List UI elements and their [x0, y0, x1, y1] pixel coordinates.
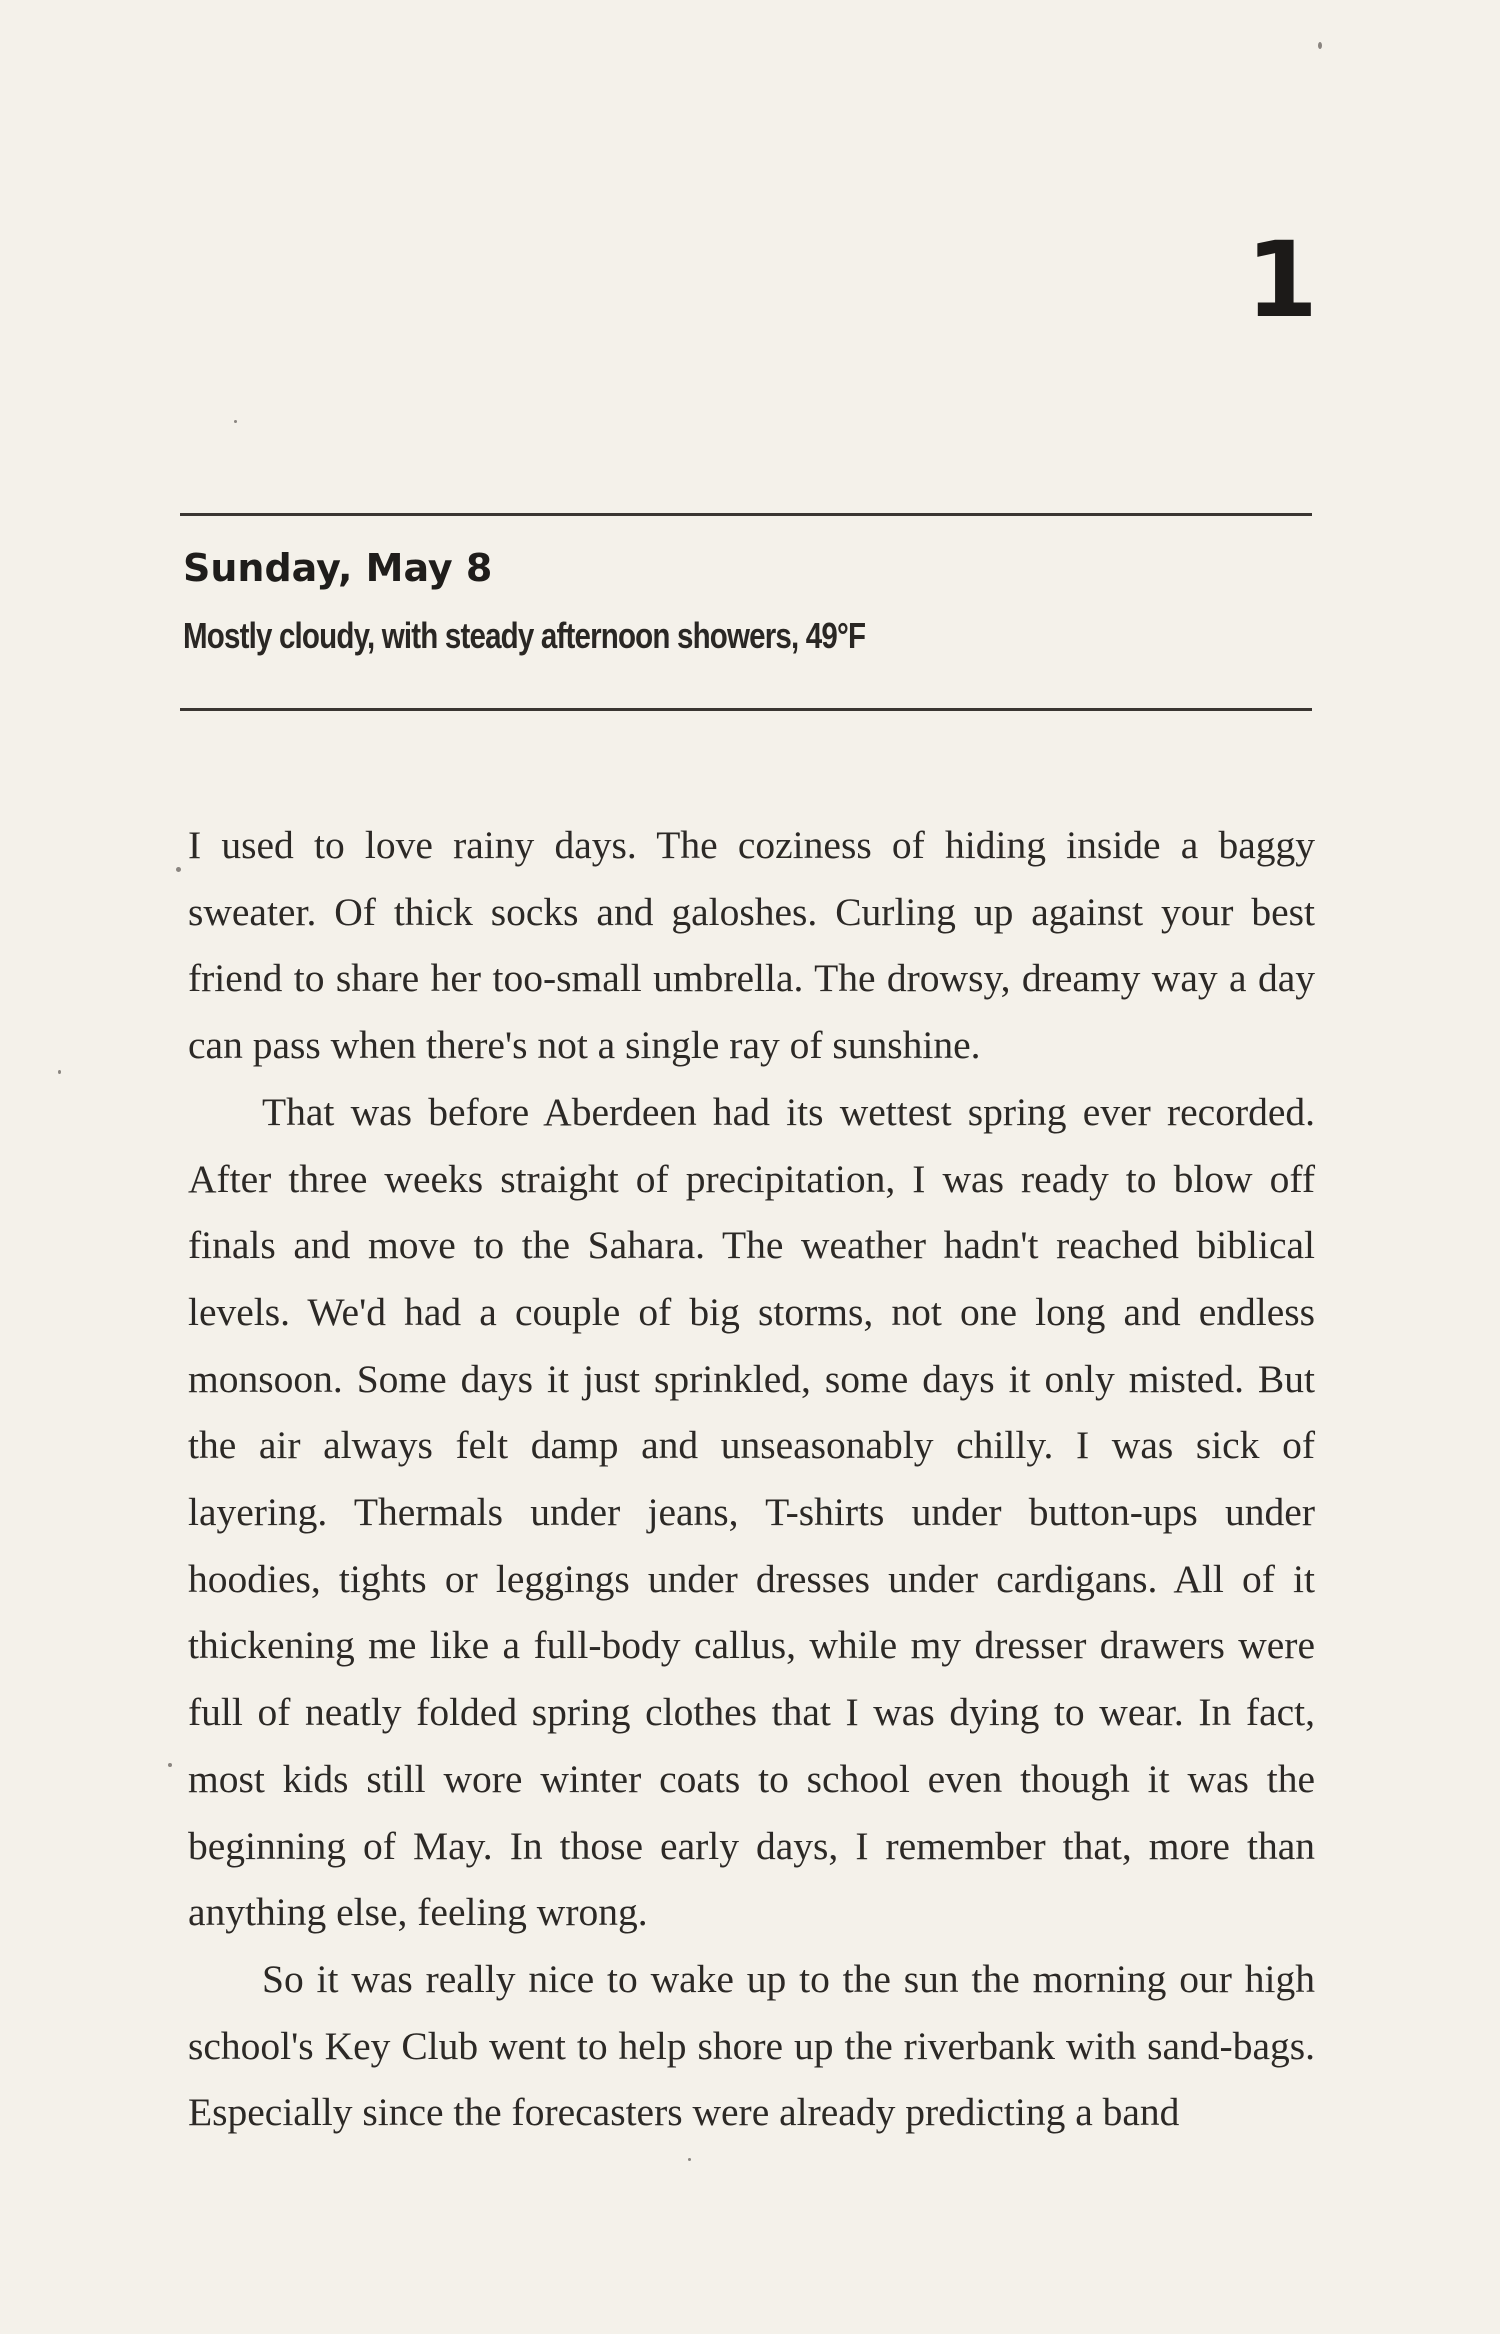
chapter-number: 1 [1245, 219, 1318, 341]
entry-date: Sunday, May 8 [183, 546, 493, 590]
paragraph: So it was really nice to wake up to the sun the morning our high school's Key Club went to help shore up the riverbank with sand-bags. Especially since the forecasters were already predicting a band [188, 1956, 1315, 2135]
entry-weather: Mostly cloudy, with steady afternoon showers, 49°F [183, 615, 866, 656]
scan-speck [168, 1763, 172, 1767]
body-text [188, 812, 1315, 2146]
scan-speck [58, 1070, 61, 1074]
paragraph: I used to love rainy days. The coziness of hiding inside a baggy sweater. Of thick socks and galoshes. Curling up against your best friend to share her too-small umbrella. The drowsy, dreamy way a day can pass when there's not a single ray of sunshine. [188, 823, 1315, 1068]
scan-speck [176, 867, 181, 872]
scan-speck [234, 420, 237, 423]
paragraph: That was before Aberdeen had its wettest spring ever recorded. After three weeks straight of precipitation, I was ready to blow off finals and move to the Sahara. The weather hadn't reached biblical levels. We'd had a couple of big storms, not one long and endless monsoon. Some days it just sprinkled, some days it only misted. But the air always felt damp and unseasonably chilly. I was sick of layering. Thermals under jeans, T-shirts under button-ups under hoodies, tights or leggings under dresses under cardigans. All of it thickening me like a full-body callus, while my dresser drawers were full of neatly folded spring clothes that I was dying to wear. In fact, most kids still wore winter coats to school even though it was the beginning of May. In those early days, I remember that, more than anything else, feeling wrong. [188, 1089, 1315, 1935]
header-rule-top [180, 513, 1312, 516]
header-rule-bottom [180, 708, 1312, 711]
scan-speck [688, 2158, 691, 2161]
scan-speck [1318, 42, 1322, 49]
